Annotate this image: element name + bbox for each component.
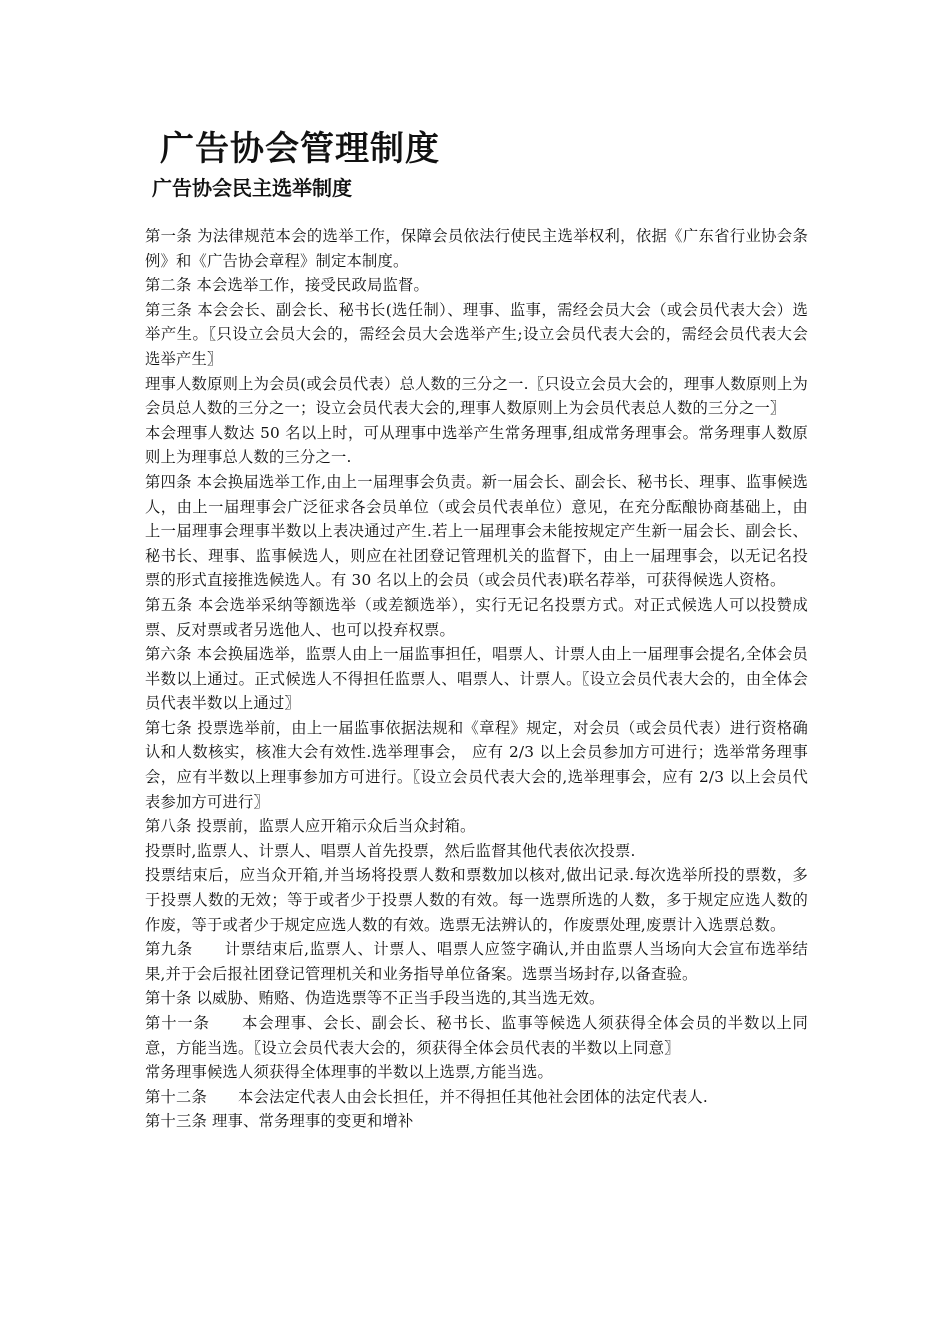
- article-paragraph: 第八条 投票前，监票人应开箱示众后当众封箱。: [145, 817, 476, 836]
- article-paragraph: 第九条 计票结束后,监票人、计票人、唱票人应签字确认,并由监票人当场向大会宣布选举结果,并于会后报社团登记管理机关和业务指导单位备案。选票当场封存,以备查验。: [145, 940, 808, 983]
- document-subtitle: 广告协会民主选举制度: [152, 176, 352, 200]
- article-paragraph: 第六条 本会换届选举，监票人由上一届监事担任，唱票人、计票人由上一届理事会提名,全体会员半数以上通过。正式候选人不得担任监票人、唱票人、计票人。〖设立会员代表大会的，由全体会员代表半数以上通过〗: [145, 645, 808, 713]
- article-paragraph: 第四条 本会换届选举工作,由上一届理事会负责。新一届会长、副会长、秘书长、理事、监事候选人，由上一届理事会广泛征求各会员单位（或会员代表单位）意见，在充分酝酿协商基础上，由上一届理事会理事半数以上表决通过产生.若上一届理事会未能按规定产生新一届会长、副会长、秘书长、理事、监事候选人，则应在社团登记管理机关的监督下，由上一届理事会，以无记名投票的形式直接推选候选人。有 30 名以上的会员（或会员代表)联名荐举，可获得候选人资格。: [145, 472, 808, 590]
- article-paragraph: 第一条 为法律规范本会的选举工作，保障会员依法行使民主选举权利，依据《广东省行业协会条例》和《广告协会章程》制定本制度。: [145, 227, 808, 270]
- article-paragraph: 第七条 投票选举前，由上一届监事依据法规和《章程》规定，对会员（或会员代表）进行资格确认和人数核实，核准大会有效性.选举理事会， 应有 2/3 以上会员参加方可进行；选举常务理事会，应有半数以上理事参加方可进行。〖设立会员代表大会的,选举理事会，应有 2/3 以上会员代表参加方可进行〗: [145, 718, 808, 811]
- article-paragraph: 投票时,监票人、计票人、唱票人首先投票，然后监督其他代表依次投票.: [145, 841, 636, 860]
- document-title: 广告协会管理制度: [160, 129, 440, 169]
- article-paragraph: 第二条 本会选举工作，接受民政局监督。: [145, 276, 430, 295]
- article-paragraph: 第五条 本会选举采纳等额选举（或差额选举），实行无记名投票方式。对正式候选人可以投赞成票、反对票或者另选他人、也可以投弃权票。: [145, 595, 808, 639]
- article-paragraph: 第十三条 理事、常务理事的变更和增补: [145, 1112, 414, 1131]
- article-paragraph: 常务理事候选人须获得全体理事的半数以上选票,方能当选。: [145, 1063, 553, 1082]
- article-paragraph: 第十二条 本会法定代表人由会长担任，并不得担任其他社会团体的法定代表人.: [145, 1087, 708, 1106]
- article-paragraph: 投票结束后，应当众开箱,并当场将投票人数和票数加以核对,做出记录.每次选举所投的票数，多于投票人数的无效；等于或者少于投票人数的有效。每一选票所选的人数，多于规定应选人数的作废，等于或者少于规定应选人数的有效。选票无法辨认的，作废票处理,废票计入选票总数。: [145, 866, 808, 934]
- article-paragraph: 第三条 本会会长、副会长、秘书长(选任制）、理事、监事，需经会员大会（或会员代表大会）选举产生。〖只设立会员大会的，需经会员大会选举产生;设立会员代表大会的，需经会员代表大会选举产生〗: [145, 300, 808, 368]
- document-body: [145, 224, 808, 1134]
- article-paragraph: 第十条 以威胁、贿赂、伪造选票等不正当手段当选的,其当选无效。: [145, 989, 605, 1008]
- article-paragraph: 本会理事人数达 50 名以上时，可从理事中选举产生常务理事,组成常务理事会。常务理事人数原则上为理事总人数的三分之一.: [145, 423, 808, 467]
- article-paragraph: 理事人数原则上为会员(或会员代表）总人数的三分之一.〖只设立会员大会的，理事人数原则上为会员总人数的三分之一；设立会员代表大会的,理事人数原则上为会员代表总人数的三分之一〗: [145, 374, 808, 418]
- article-paragraph: 第十一条 本会理事、会长、副会长、秘书长、监事等候选人须获得全体会员的半数以上同意，方能当选。〖设立会员代表大会的，须获得全体会员代表的半数以上同意〗: [145, 1014, 808, 1057]
